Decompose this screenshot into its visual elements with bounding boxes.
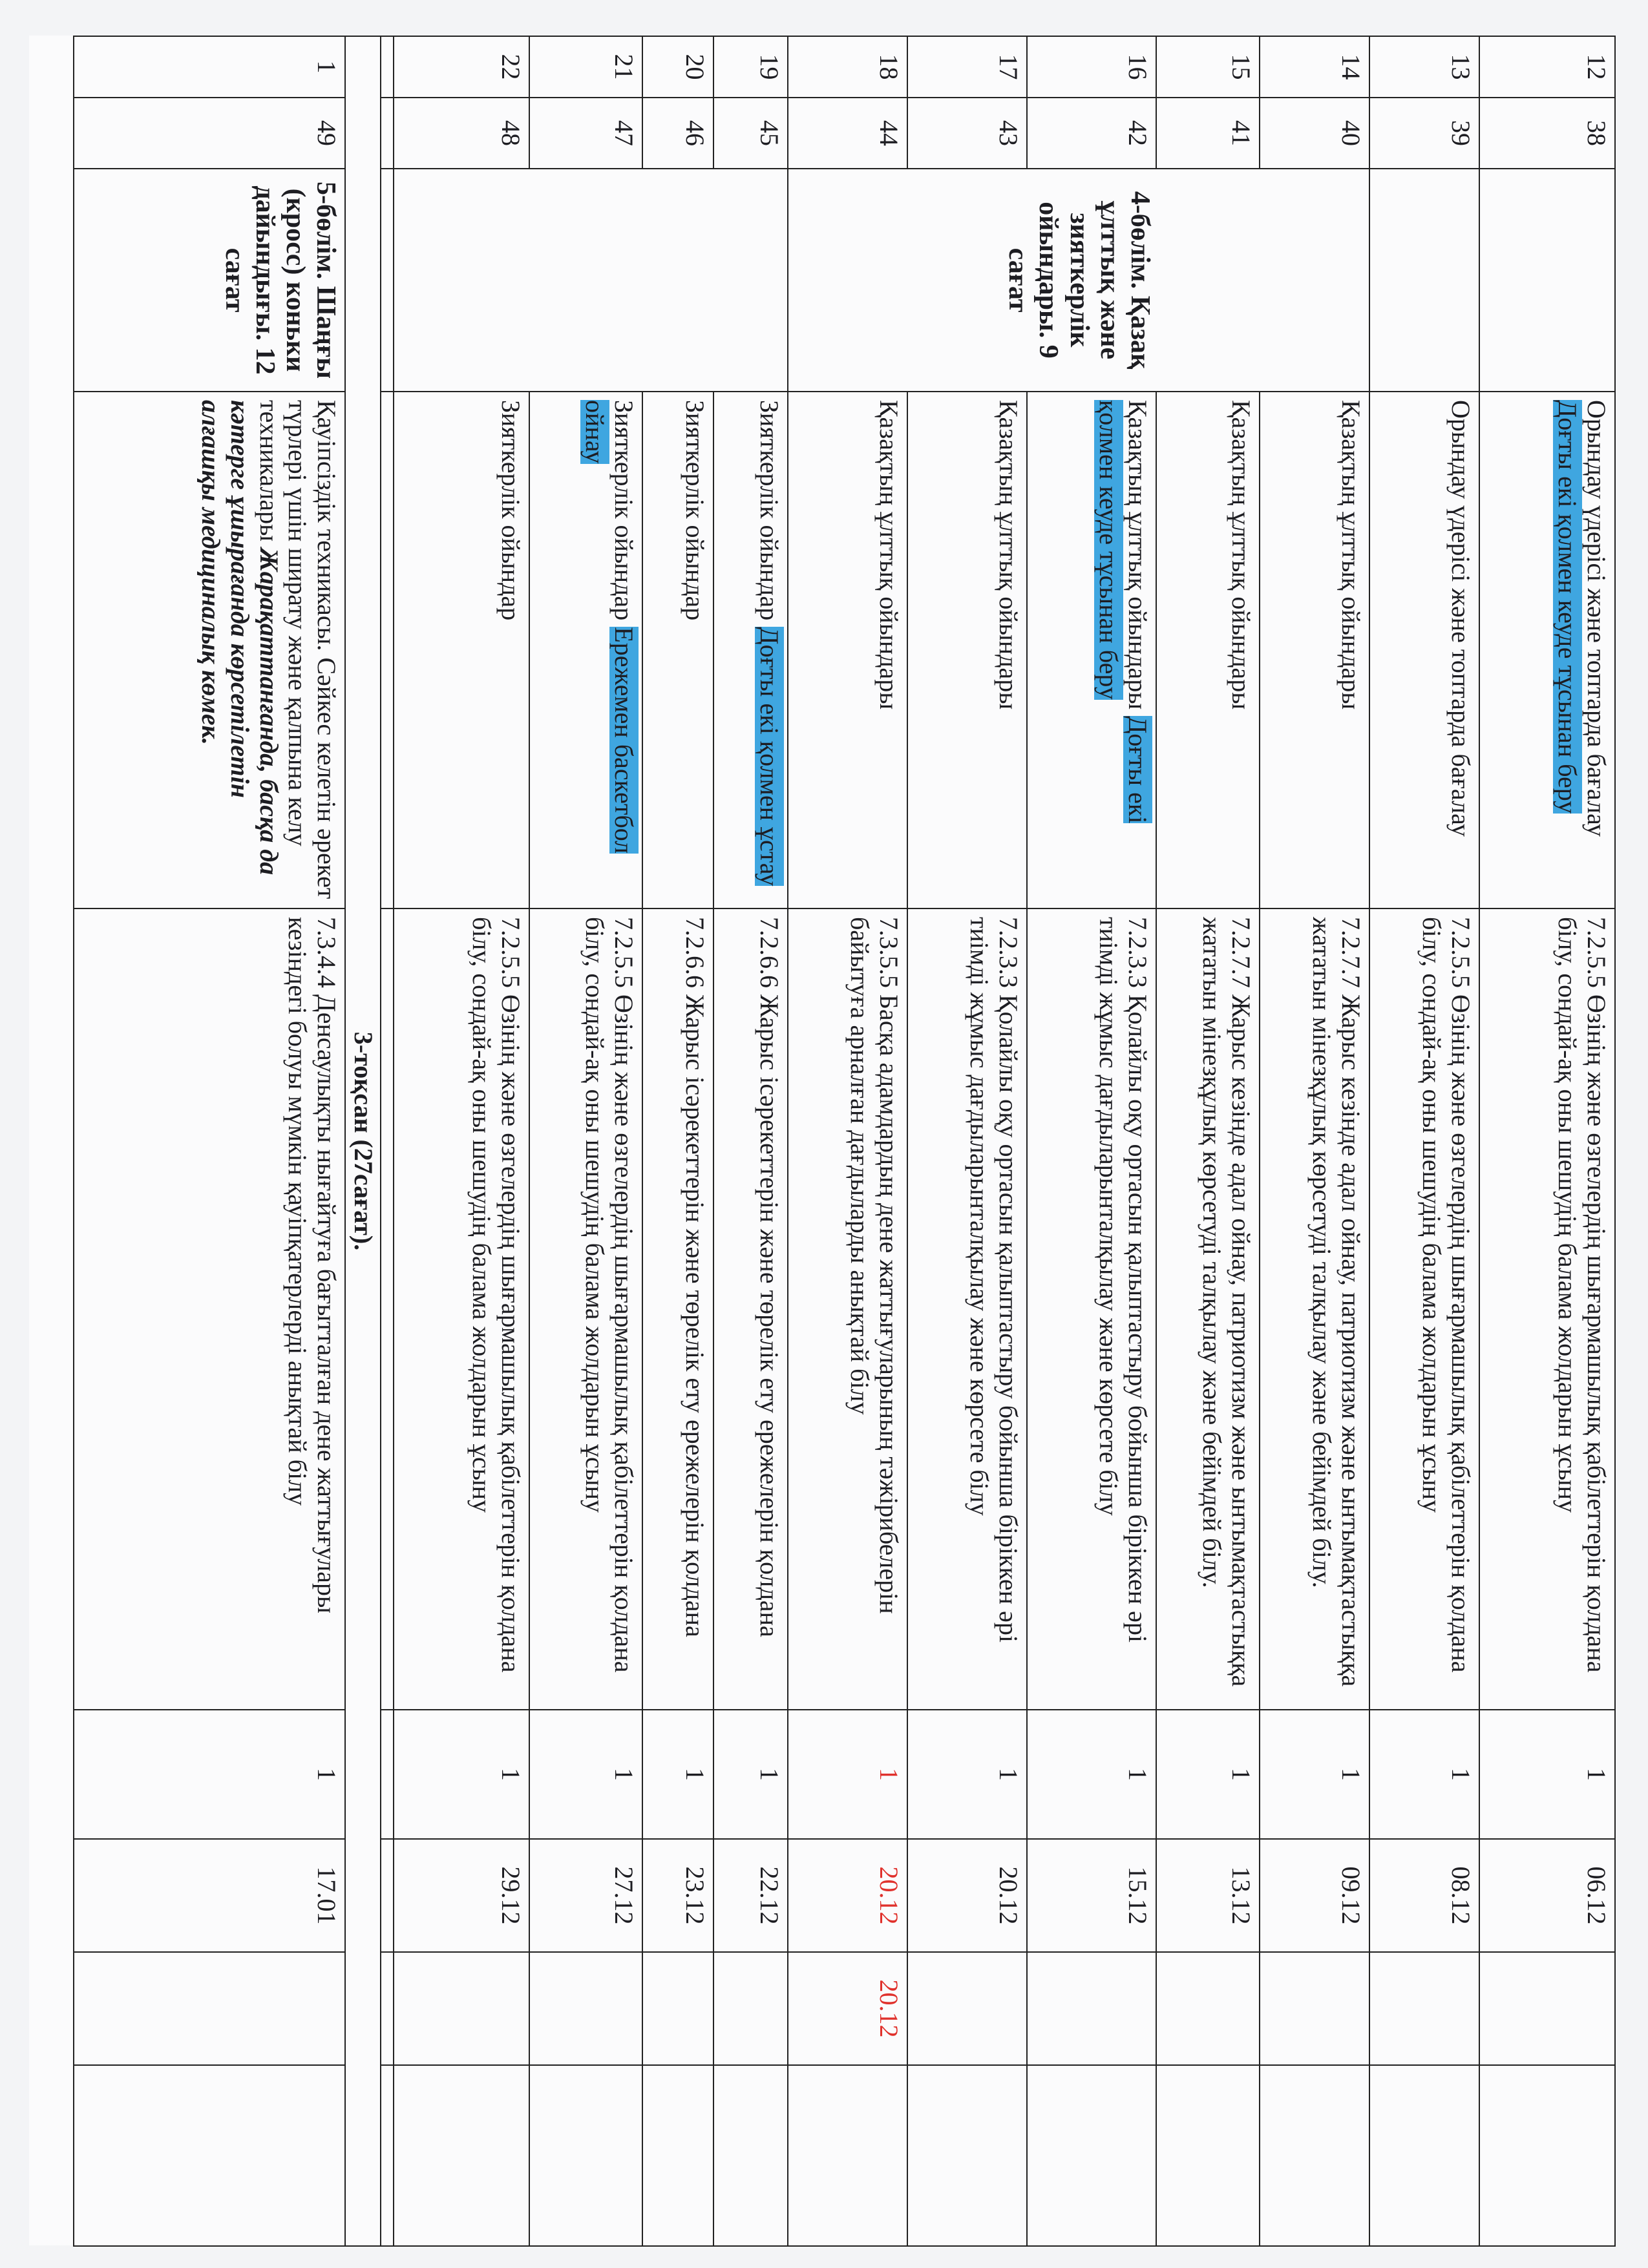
note-cell [1369, 2065, 1479, 2246]
row-number: 12 [1479, 36, 1615, 98]
topic-cell [713, 392, 788, 908]
hours-cell: 1 [1156, 1710, 1260, 1839]
date-cell: 09.12 [1260, 1839, 1369, 1952]
lesson-number: 49 [74, 98, 345, 169]
topic-cell [642, 392, 713, 908]
objective-cell: 7.3.4.4 Денсаулықты нығайтуға бағытталған дене жаттығулары кезіндегі болуы мүмкін қауіпқатерлерді анықтай білу [74, 908, 345, 1710]
topic-text: Зияткерлік ойындар [609, 400, 639, 627]
hours-cell: 1 [713, 1710, 788, 1839]
section-cell [1369, 169, 1479, 392]
objective-cell: 7.2.6.6 Жарыс ісәрекеттерін және төрелік ету ережелерін қолдана [713, 908, 788, 1710]
date-cell: 27.12 [529, 1839, 642, 1952]
quarter-heading: 3-тоқсан (27сағат). [345, 36, 381, 2246]
hours-cell: 1 [529, 1710, 642, 1839]
date-actual-cell [713, 1952, 788, 2065]
topic-highlight: Доғты екі қолмен ұстау [755, 627, 784, 887]
date-cell: 23.12 [642, 1839, 713, 1952]
section-cell [394, 169, 788, 392]
separator-row [381, 36, 394, 2246]
topic-text: Зияткерлік ойындар [681, 400, 710, 621]
hours-cell: 1 [788, 1710, 907, 1839]
rotated-landscape-page [29, 36, 1616, 2245]
scanned-page [29, 36, 1616, 2245]
date-actual-cell: 20.12 [788, 1952, 907, 2065]
lesson-number: 44 [788, 98, 907, 169]
hours-cell: 1 [394, 1710, 529, 1839]
row-number: 22 [394, 36, 529, 98]
lesson-number: 47 [529, 98, 642, 169]
table-row [1260, 36, 1369, 2246]
lesson-number: 42 [1027, 98, 1156, 169]
quarter-heading-row [345, 36, 381, 2246]
row-number: 17 [907, 36, 1027, 98]
topic-text: Орындау үдерісі және топтарда бағалау [1582, 400, 1611, 837]
lesson-number: 43 [907, 98, 1027, 169]
row-number: 14 [1260, 36, 1369, 98]
hours-cell: 1 [642, 1710, 713, 1839]
table-row [74, 36, 345, 2246]
note-cell [74, 2065, 345, 2246]
topic-cell [788, 392, 907, 908]
lesson-number: 48 [394, 98, 529, 169]
hours-cell: 1 [907, 1710, 1027, 1839]
lesson-number: 39 [1369, 98, 1479, 169]
date-cell: 13.12 [1156, 1839, 1260, 1952]
note-cell [1260, 2065, 1369, 2246]
topic-cell [907, 392, 1027, 908]
objective-cell: 7.2.5.5 Өзінің және өзгелердің шығармашылық қабілеттерін қолдана білу, сондай-ақ оны шешудің балама жолдарын ұсыну [1369, 908, 1479, 1710]
note-cell [907, 2065, 1027, 2246]
hours-cell: 1 [1479, 1710, 1615, 1839]
topic-text: Қауіпсіздік техникасы. Сәйкес келетін әрекет түрлері үшін ширату және қалпына келу техникалары [254, 400, 342, 899]
objective-cell: 7.2.5.5 Өзінің және өзгелердің шығармашылық қабілеттерін қолдана білу, сондай-ақ оны шешудің балама жолдарын ұсыну [1479, 908, 1615, 1710]
topic-highlight: Ережемен баскетбол ойнау [580, 400, 639, 854]
date-actual-cell [394, 1952, 529, 2065]
lesson-plan-table [73, 36, 1616, 2247]
topic-text: Орындау үдерісі және топтарда бағалау [1446, 400, 1475, 837]
topic-highlight: Доғты екі қолмен кеуде тұсынан беру [1094, 400, 1152, 824]
topic-text: Зияткерлік ойындар [496, 400, 525, 621]
date-cell: 15.12 [1027, 1839, 1156, 1952]
date-cell: 08.12 [1369, 1839, 1479, 1952]
topic-cell [1479, 392, 1615, 908]
objective-cell: 7.2.5.5 Өзінің және өзгелердің шығармашылық қабілеттерін қолдана білу, сондай-ақ оны шешудің балама жолдарын ұсыну [529, 908, 642, 1710]
date-actual-cell [529, 1952, 642, 2065]
objective-cell: 7.3.5.5 Басқа адамдардың дене жаттығуларының тәжірибелерін байытуға арналған дағдыларды анықтай білу [788, 908, 907, 1710]
lesson-number: 40 [1260, 98, 1369, 169]
objective-cell: 7.2.7.7 Жарыс кезінде адал ойнау, патриотизм және ынтымақтастыққа жататын мінезқұлық көрсетуді талқылау және бейімдей білу. [1260, 908, 1369, 1710]
note-cell [788, 2065, 907, 2246]
topic-cell [74, 392, 345, 908]
lesson-number: 45 [713, 98, 788, 169]
topic-text: Қазақтың ұлттық ойындары [874, 400, 903, 710]
date-cell: 22.12 [713, 1839, 788, 1952]
date-cell: 29.12 [394, 1839, 529, 1952]
objective-cell: 7.2.5.5 Өзінің және өзгелердің шығармашылық қабілеттерін қолдана білу, сондай-ақ оны шешудің балама жолдарын ұсыну [394, 908, 529, 1710]
table-row [1369, 36, 1479, 2246]
date-cell: 20.12 [788, 1839, 907, 1952]
row-number: 1 [74, 36, 345, 98]
hours-cell: 1 [74, 1710, 345, 1839]
date-actual-cell [1027, 1952, 1156, 2065]
topic-text: Қазақтың ұлттық ойындары [1336, 400, 1366, 710]
section-4-title: 4-бөлім. Қазақ ұлттық және зияткерлік ойындары. 9 сағат [788, 169, 1369, 392]
date-actual-cell [1479, 1952, 1615, 2065]
row-number: 18 [788, 36, 907, 98]
lesson-number: 41 [1156, 98, 1260, 169]
date-cell: 06.12 [1479, 1839, 1615, 1952]
note-cell [1479, 2065, 1615, 2246]
date-actual-cell [1156, 1952, 1260, 2065]
note-cell [1027, 2065, 1156, 2246]
date-actual-cell [74, 1952, 345, 2065]
objective-cell: 7.2.7.7 Жарыс кезінде адал ойнау, патриотизм және ынтымақтастыққа жататын мінезқұлық көрсетуді талқылау және бейімдей білу. [1156, 908, 1260, 1710]
date-actual-cell [642, 1952, 713, 2065]
row-number: 16 [1027, 36, 1156, 98]
date-actual-cell [1369, 1952, 1479, 2065]
row-number: 19 [713, 36, 788, 98]
topic-text: Қазақтың ұлттық ойындары [1123, 400, 1152, 717]
objective-cell: 7.2.3.3 Қолайлы оқу ортасын қалыптастыру бойынша біріккен әрі тиімді жұмыс дағдыларынталқылау және көрсете білу [1027, 908, 1156, 1710]
objective-cell: 7.2.3.3 Қолайлы оқу ортасын қалыптастыру бойынша біріккен әрі тиімді жұмыс дағдыларынталқылау және көрсете білу [907, 908, 1027, 1710]
topic-highlight: Доғты екі қолмен кеуде тұсынан беру [1553, 400, 1583, 814]
section-5-title: 5-бөлім. Шаңғы (кросс) коньки дайындығы. 12 сағат [74, 169, 345, 392]
topic-cell [1027, 392, 1156, 908]
topic-text: Зияткерлік ойындар [755, 400, 784, 627]
note-cell [642, 2065, 713, 2246]
date-actual-cell [1260, 1952, 1369, 2065]
lesson-number: 38 [1479, 98, 1615, 169]
lesson-number: 46 [642, 98, 713, 169]
topic-text: Қазақтың ұлттық ойындары [1227, 400, 1256, 710]
row-number: 21 [529, 36, 642, 98]
row-number: 13 [1369, 36, 1479, 98]
first-aid-topic: Жарақаттанғанда, басқа да кәтерге ұшырағанда көрсетілетін алғашқы медициналық көмек. [196, 400, 284, 876]
date-cell: 20.12 [907, 1839, 1027, 1952]
row-number: 15 [1156, 36, 1260, 98]
hours-cell: 1 [1260, 1710, 1369, 1839]
hours-cell: 1 [1369, 1710, 1479, 1839]
note-cell [713, 2065, 788, 2246]
topic-cell [1260, 392, 1369, 908]
date-actual-cell [907, 1952, 1027, 2065]
topic-cell [529, 392, 642, 908]
note-cell [529, 2065, 642, 2246]
note-cell [394, 2065, 529, 2246]
section-cell [1479, 169, 1615, 392]
topic-cell [394, 392, 529, 908]
table-row [1479, 36, 1615, 2246]
topic-cell [1156, 392, 1260, 908]
row-number: 20 [642, 36, 713, 98]
note-cell [1156, 2065, 1260, 2246]
hours-cell: 1 [1027, 1710, 1156, 1839]
table-row [713, 36, 788, 2246]
date-cell: 17.01 [74, 1839, 345, 1952]
objective-cell: 7.2.6.6 Жарыс ісәрекеттерін және төрелік ету ережелерін қолдана [642, 908, 713, 1710]
topic-cell [1369, 392, 1479, 908]
topic-text: Қазақтың ұлттық ойындары [994, 400, 1023, 710]
